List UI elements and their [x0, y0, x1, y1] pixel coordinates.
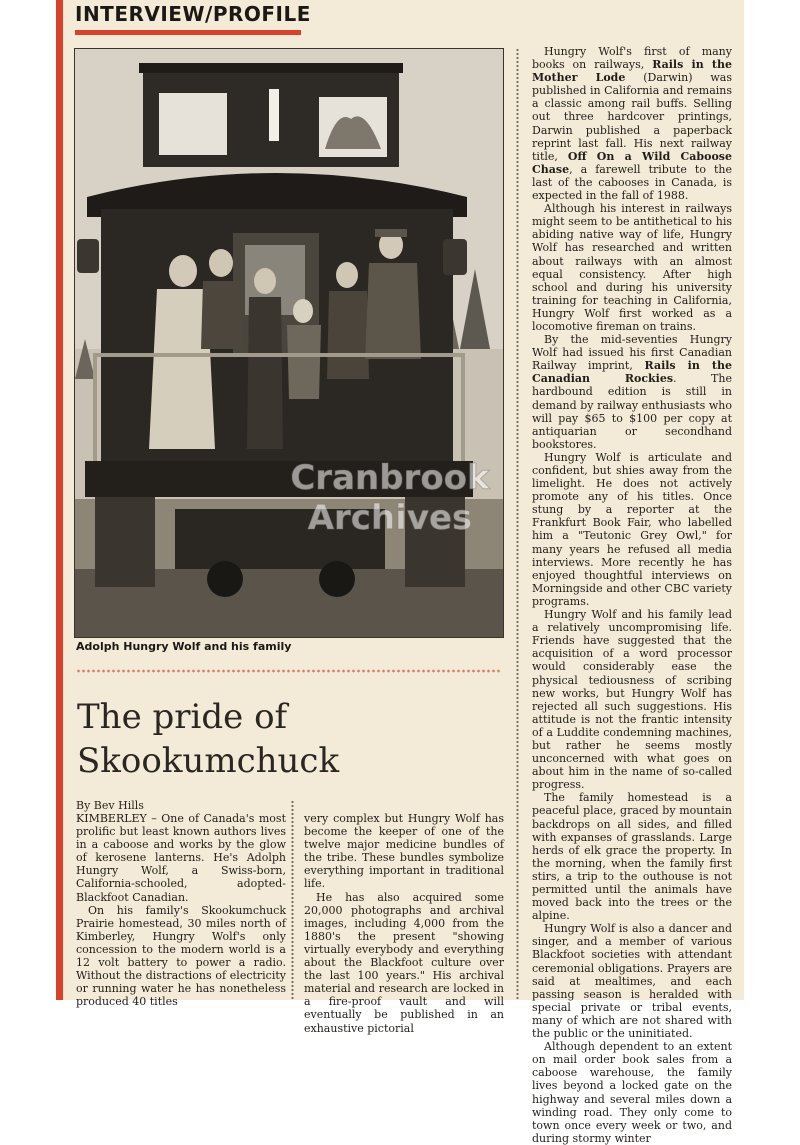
article-column-2 — [304, 812, 504, 1035]
family-photo — [74, 48, 504, 638]
watermark-line-1: Cranbrook — [290, 458, 490, 498]
text-run: , a farewell tribute to the last of the cabooses in Canada, is expected in the fall of 1988. — [532, 162, 732, 203]
headline-line-2: Skookumchuck — [77, 741, 340, 781]
text-run: Hungry Wolf's first of many books on railways, — [532, 45, 732, 72]
caboose-photo-illustration — [75, 49, 503, 637]
paragraph: Although his interest in railways might seem to be antithetical to his abiding native way of life, Hungry Wolf has researched and written about railways with an almost equal consistency. After high school and during his university training for teaching in California, Hungry Wolf first worked as a locomotive fireman on trains. — [532, 202, 732, 333]
book-title: Off On a Wild Caboose Chase — [532, 149, 732, 176]
paragraph: On his family's Skookumchuck Prairie homestead, 30 miles north of Kimberley, Hungry Wolf's only concession to the modern world is a 12 volt battery to power a radio. Without the distractions of electricity or running water he has nonetheless produced 40 titles — [76, 903, 286, 1009]
dotted-divider — [76, 668, 502, 674]
text-run: (Darwin) was published in California and remains a classic among rail buffs. Selling out three hardcover printings, Darwin published a paperback reprint last fall. His next railway title, — [532, 71, 733, 163]
red-edge-stripe — [56, 0, 63, 1000]
paragraph: KIMBERLEY – One of Canada's most prolific but least known authors lives in a caboose and works by the glow of kerosene lanterns. He's Adolph Hungry Wolf, a Swiss-born, California-schooled, adopted-Blackfoot Canadian. — [76, 812, 286, 904]
article-column-1 — [76, 812, 286, 1009]
article-headline — [77, 695, 497, 783]
paragraph: Although dependent to an extent on mail order book sales from a caboose warehouse, the family lives beyond a locked gate on the highway and several miles down a winding road. They only come to town once every week or two, and during stormy winter — [532, 1040, 732, 1145]
headline-line-1: The pride of — [77, 697, 288, 737]
column-divider — [290, 800, 295, 1000]
archive-watermark — [255, 458, 525, 538]
paragraph: Hungry Wolf is articulate and confident, but shies away from the limelight. He does not actively promote any of his titles. Once stung by a reporter at the Frankfurt Book Fair, who labelled him a "Teutonic Grey Owl," for many years he refused all media interviews. More recently he has enjoyed thoughtful interviews on Morningside and other CBC variety programs. — [532, 450, 732, 608]
section-label: INTERVIEW/PROFILE — [75, 2, 311, 26]
watermark-line-2: Archives — [307, 498, 473, 538]
byline: By Bev Hills — [76, 799, 144, 812]
paragraph: Hungry Wolf is also a dancer and singer, and a member of various Blackfoot societies with attendant ceremonial obligations. Prayers are said at mealtimes, and each passing season is heralded with special private or tribal events, many of which are not shared with the public or the uninitiated. — [532, 922, 732, 1041]
paragraph: He has also acquired some 20,000 photographs and archival images, including 4,000 from the 1880's the present "showing virtually everybody and everything about the Blackfoot culture over the last 100 years." His archival material and research are locked in a fire-proof vault and will eventually be published in an exhaustive pictorial — [304, 890, 504, 1035]
paragraph: The family homestead is a peaceful place, graced by mountain backdrops on all sides, and filled with expanses of grasslands. Large herds of elk grace the property. In the morning, when the family first stirs, a trip to the outhouse is not permitted until the animals have moved back into the trees or the alpine. — [532, 791, 732, 923]
photo-caption: Adolph Hungry Wolf and his family — [76, 640, 292, 653]
text-run: By the mid-seventies Hungry Wolf had issued his first Canadian Railway imprint, — [532, 333, 732, 373]
article-column-3 — [532, 45, 733, 1145]
paragraph: very complex but Hungry Wolf has become the keeper of one of the twelve major medicine bundles of the tribe. These bundles symbolize everything important in traditional life. — [304, 812, 504, 891]
paragraph — [532, 333, 732, 451]
paragraph — [532, 45, 732, 202]
book-title: Rails in the Mother Lode — [532, 58, 732, 85]
paragraph: Hungry Wolf and his family lead a relatively uncompromising life. Friends have suggested that the acquisition of a word processor would considerably ease the physical tediousness of scribing new works, but Hungry Wolf has rejected all such suggestions. His attitude is not the frantic intensity of a Luddite condemning machines, but rather he seems mostly unconcerned with what goes on about him in the name of so-called progress. — [532, 608, 732, 792]
section-rule — [75, 30, 301, 35]
column-divider — [515, 48, 520, 1000]
text-run: . The hardbound edition is still in demand by railway enthusiasts who will pay $65 to $100 per copy at antiquarian or secondhand bookstores. — [532, 372, 732, 451]
book-title: Rails in the Canadian Rockies — [532, 359, 732, 386]
